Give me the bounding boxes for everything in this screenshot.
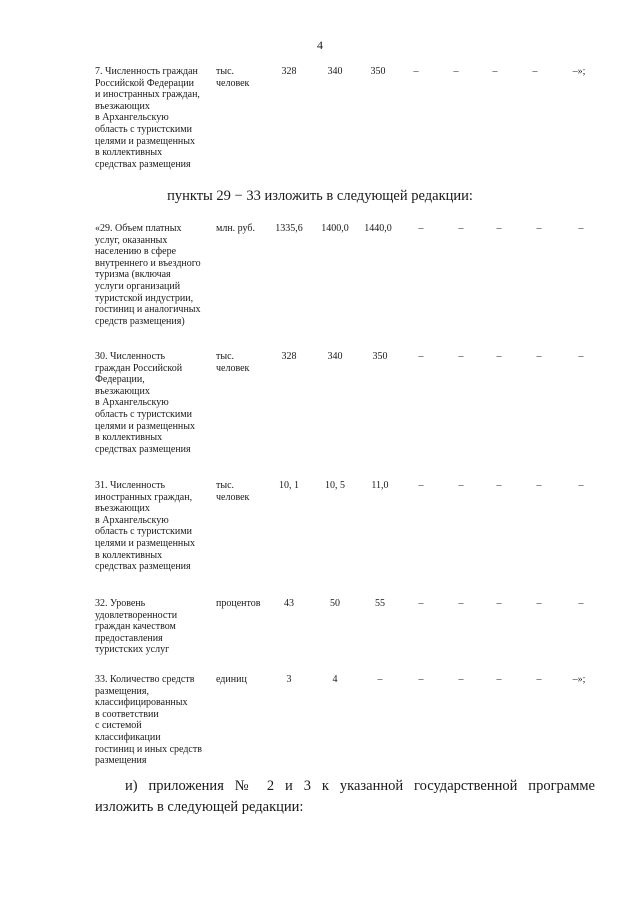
unit-cell: единиц bbox=[216, 674, 247, 685]
body-paragraph bbox=[95, 776, 595, 818]
indicator-label: 32. Уровень удовлетворенности граждан качеством предоставления туристских услуг bbox=[95, 598, 178, 656]
value-cell: 10, 5 bbox=[325, 480, 345, 491]
page-number: 4 bbox=[317, 38, 323, 52]
value-cell: – bbox=[496, 480, 502, 491]
value-cell: – bbox=[418, 480, 424, 491]
value-cell: 340 bbox=[327, 66, 343, 77]
value-cell: – bbox=[496, 598, 502, 609]
value-cell: – bbox=[418, 598, 424, 609]
paragraph-line: и) приложения № 2 и 3 к указанной государственной программе bbox=[125, 778, 595, 794]
unit-cell: млн. руб. bbox=[216, 223, 255, 234]
value-cell: 11,0 bbox=[371, 480, 389, 491]
paragraph-line: изложить в следующей редакции: bbox=[95, 799, 304, 815]
value-cell: –»; bbox=[572, 674, 586, 685]
value-cell: 1335,6 bbox=[275, 223, 303, 234]
value-cell: – bbox=[458, 351, 464, 362]
value-cell: –»; bbox=[572, 66, 586, 77]
value-cell: – bbox=[453, 66, 459, 77]
value-cell: – bbox=[413, 66, 419, 77]
value-cell: 10, 1 bbox=[279, 480, 299, 491]
value-cell: – bbox=[578, 598, 584, 609]
value-cell: – bbox=[458, 223, 464, 234]
indicator-label: 7. Численность граждан Российской Федерации и иностранных граждан, въезжающих в Архангельскую область с туристскими целями и размещенных в коллективных средствах размещения bbox=[95, 66, 200, 170]
value-cell: 328 bbox=[281, 66, 297, 77]
indicator-label: 31. Численность иностранных граждан, въезжающих в Архангельскую область с туристскими целями и размещенных в коллективных средствах размещения bbox=[95, 480, 195, 573]
value-cell: – bbox=[418, 674, 424, 685]
value-cell: 4 bbox=[332, 674, 338, 685]
value-cell: – bbox=[496, 674, 502, 685]
value-cell: – bbox=[578, 223, 584, 234]
value-cell: 1400,0 bbox=[321, 223, 349, 234]
value-cell: 50 bbox=[330, 598, 340, 609]
value-cell: 3 bbox=[286, 674, 292, 685]
value-cell: 350 bbox=[372, 351, 388, 362]
value-cell: – bbox=[418, 351, 424, 362]
unit-cell: тыс. человек bbox=[216, 351, 250, 374]
value-cell: – bbox=[578, 351, 584, 362]
value-cell: – bbox=[496, 351, 502, 362]
unit-cell: тыс. человек bbox=[216, 480, 250, 503]
value-cell: – bbox=[536, 674, 542, 685]
value-cell: – bbox=[458, 480, 464, 491]
value-cell: – bbox=[578, 480, 584, 491]
value-cell: – bbox=[532, 66, 538, 77]
indicator-label: 30. Численность граждан Российской Федерации, въезжающих в Архангельскую область с туристскими целями и размещенных в коллективных средствах размещения bbox=[95, 351, 195, 455]
value-cell: – bbox=[536, 598, 542, 609]
value-cell: – bbox=[377, 674, 383, 685]
value-cell: – bbox=[492, 66, 498, 77]
value-cell: 350 bbox=[370, 66, 386, 77]
unit-cell: процентов bbox=[216, 598, 261, 609]
value-cell: 328 bbox=[281, 351, 297, 362]
indicator-label: «29. Объем платных услуг, оказанных населению в сфере внутреннего и въездного туризма (включая услуги организаций туристской индустрии, гостиниц и аналогичных средств размещения) bbox=[95, 223, 201, 327]
value-cell: – bbox=[458, 674, 464, 685]
value-cell: – bbox=[458, 598, 464, 609]
value-cell: 340 bbox=[327, 351, 343, 362]
section-heading: пункты 29 − 33 изложить в следующей редакции: bbox=[167, 188, 473, 204]
indicator-label: 33. Количество средств размещения, классифицированных в соответствии с системой классификации гостиниц и иных средств размещения bbox=[95, 674, 202, 767]
value-cell: – bbox=[536, 223, 542, 234]
value-cell: – bbox=[536, 480, 542, 491]
value-cell: – bbox=[536, 351, 542, 362]
value-cell: 1440,0 bbox=[364, 223, 392, 234]
value-cell: – bbox=[418, 223, 424, 234]
value-cell: 43 bbox=[284, 598, 294, 609]
value-cell: – bbox=[496, 223, 502, 234]
unit-cell: тыс. человек bbox=[216, 66, 250, 89]
value-cell: 55 bbox=[375, 598, 385, 609]
